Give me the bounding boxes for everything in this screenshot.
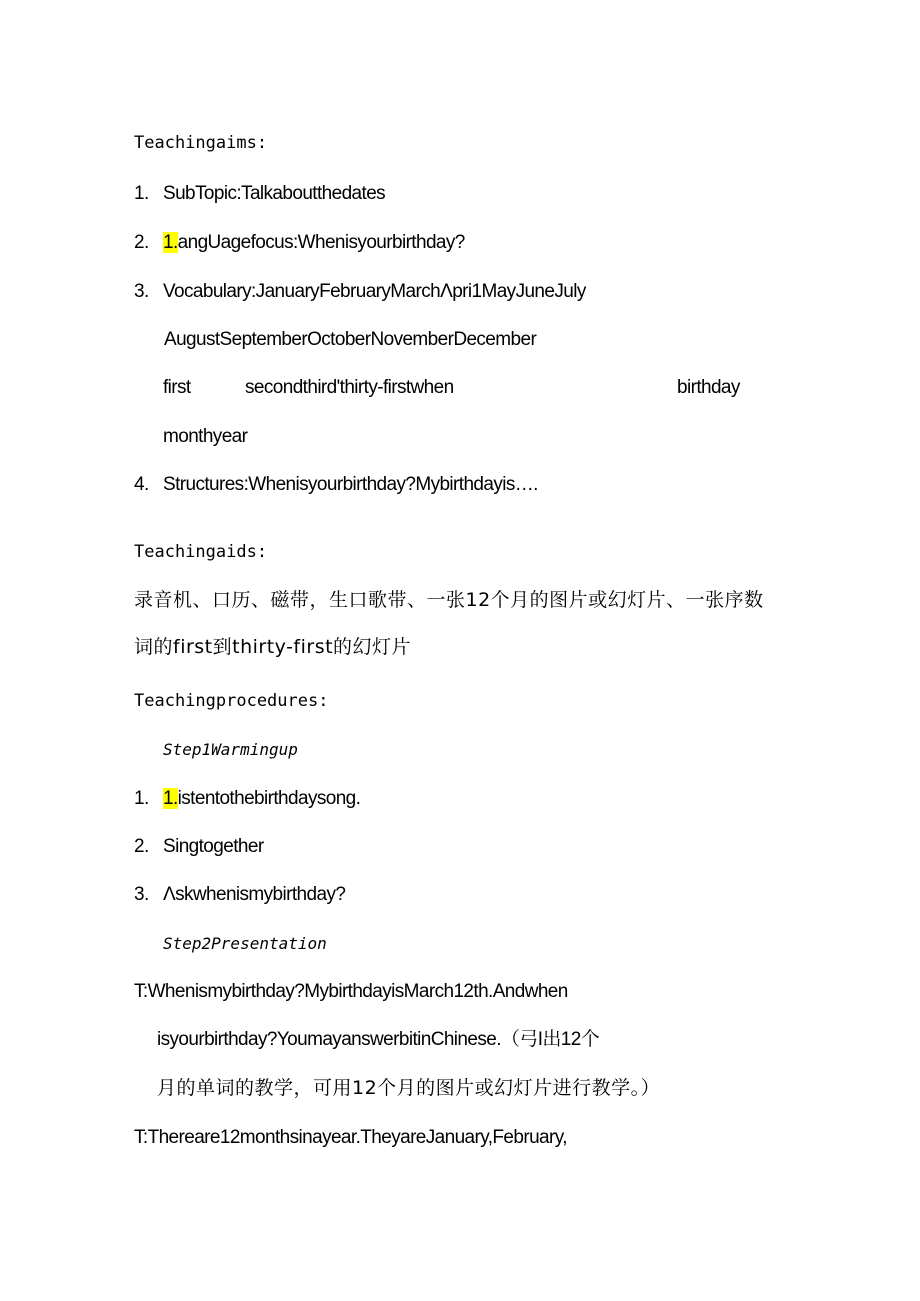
- step1-item-2: [134, 835, 264, 859]
- step1-item-1-highlight: 1.: [163, 788, 178, 809]
- presentation-line-4: T:Thereare12monthsinayear.TheyareJanuary,February,: [134, 1127, 567, 1148]
- step1-item-3: [134, 883, 345, 907]
- aims-item-1-text: SubTopic:Talkaboutthedates: [163, 183, 386, 204]
- vocabulary-line-3-first: first: [163, 377, 191, 398]
- presentation-line-1: T:Whenismybirthday?MybirthdayisMarch12th.Andwhen: [134, 981, 568, 1002]
- aims-item-1: [134, 182, 385, 206]
- step1-item-1-number: 1.: [134, 788, 149, 809]
- step1-heading: Step1Warmingup: [163, 740, 298, 759]
- teaching-aims-heading: Teachingaims:: [134, 133, 268, 153]
- aims-item-2-highlight: 1.: [163, 232, 178, 253]
- step1-item-3-number: 3.: [134, 884, 149, 905]
- step1-item-1: [134, 787, 360, 811]
- aims-item-2-text: angUagefocus:Whenisyourbirthday?: [177, 232, 465, 253]
- aims-item-3-number: 3.: [134, 281, 149, 302]
- vocabulary-line-4: monthyear: [163, 426, 248, 447]
- teaching-aids-heading: Teachingaids:: [134, 542, 268, 562]
- step1-item-2-text: Singtogether: [163, 836, 264, 857]
- vocabulary-line-3-birthday: birthday: [677, 377, 740, 398]
- teaching-procedures-heading: Teachingprocedures:: [134, 691, 329, 711]
- step2-heading: Step2Presentation: [163, 934, 327, 953]
- aims-item-4-text: Structures:Whenisyourbirthday?Mybirthdayis….: [163, 474, 538, 495]
- aims-item-1-number: 1.: [134, 183, 149, 204]
- step1-item-1-text: istentothebirthdaysong.: [177, 788, 361, 809]
- teaching-aids-line-1: 录音机、口历、磁带，生口歌带、一张12个月的图片或幻灯片、一张序数: [134, 589, 764, 611]
- aims-item-4-number: 4.: [134, 474, 149, 495]
- aims-item-3-text: Vocabulary:JanuaryFebruaryMarchΛpri1MayJuneJuly: [163, 281, 586, 302]
- teaching-aids-line-2: 词的first到thirty-first的幻灯片: [134, 636, 412, 658]
- vocabulary-line-2: AugustSeptemberOctoberNovemberDecember: [164, 329, 537, 350]
- aims-item-3: [134, 280, 586, 304]
- presentation-line-3: 月的单词的教学，可用12个月的图片或幻灯片进行教学。）: [157, 1077, 661, 1099]
- presentation-line-2: isyourbirthday?YoumayanswerbitinChinese.（弓I出12个: [157, 1029, 600, 1050]
- aims-item-2: [134, 231, 465, 255]
- aims-item-2-number: 2.: [134, 232, 149, 253]
- vocabulary-line-3-ordinals: secondthird'thirty-firstwhen: [245, 377, 454, 398]
- step1-item-3-text: Λskwhenismybirthday?: [163, 884, 346, 905]
- aims-item-4: [134, 473, 538, 497]
- step1-item-2-number: 2.: [134, 836, 149, 857]
